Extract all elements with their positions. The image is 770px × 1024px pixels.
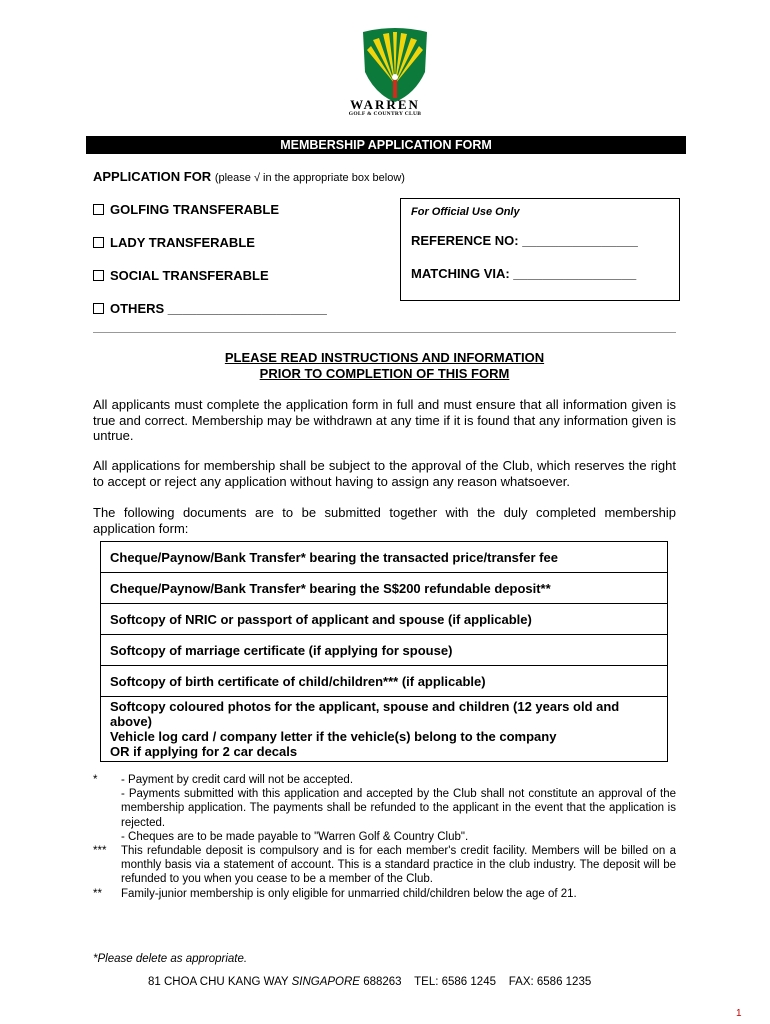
footnote-star2	[93, 887, 676, 901]
club-address	[148, 976, 591, 988]
documents-table	[100, 541, 668, 762]
checkbox-icon[interactable]	[93, 303, 104, 314]
official-use-title: For Official Use Only	[411, 206, 520, 218]
document-item: OR if applying for 2 car decals	[110, 744, 298, 759]
footnote-text: - Payments submitted with this application and accepted by the Club shall not constitute an approval of the membership application. The payments shall be refunded to the applicant in the event that the application is rejected.	[121, 788, 676, 829]
footnote-text: - Payment by credit card will not be accepted.	[121, 774, 354, 786]
option-others[interactable]	[93, 301, 327, 316]
logo-subtitle: GOLF & COUNTRY CLUB	[348, 111, 422, 117]
option-label: LADY TRANSFERABLE	[110, 235, 255, 250]
form-title: MEMBERSHIP APPLICATION FORM	[86, 136, 686, 154]
document-item: Cheque/Paynow/Bank Transfer* bearing the S$200 refundable deposit**	[101, 573, 668, 604]
table-row	[101, 697, 668, 762]
footnotes	[93, 773, 676, 901]
document-item: Softcopy coloured photos for the applicant, spouse and children (12 years old and above)	[110, 699, 620, 729]
option-label: OTHERS ______________________	[110, 301, 327, 316]
footnote-text: - Cheques are to be made payable to "Warren Golf & Country Club".	[121, 830, 469, 843]
table-row	[101, 666, 668, 697]
application-for-heading	[93, 169, 405, 184]
address-postal: 688263	[363, 976, 402, 988]
address-city: SINGAPORE	[291, 976, 360, 988]
option-lady[interactable]	[93, 235, 255, 250]
paragraph-approval: All applications for membership shall be subject to the approval of the Club, which reserves the right to accept or reject any application without having to assign any reason whatsoever.	[93, 458, 676, 489]
official-use-box	[400, 198, 680, 301]
option-label: GOLFING TRANSFERABLE	[110, 202, 279, 217]
paragraph-completion: All applicants must complete the application form in full and must ensure that all information given is true and correct. Membership may be withdrawn at any time if it is found that any information given is untrue.	[93, 397, 676, 443]
instructions-heading-line2: PRIOR TO COMPLETION OF THIS FORM	[259, 366, 510, 381]
application-for-label: APPLICATION FOR	[93, 169, 212, 184]
footnote-mark: **	[93, 887, 102, 900]
option-golfing[interactable]	[93, 202, 279, 217]
table-row	[101, 635, 668, 666]
application-for-note: (please √ in the appropriate box below)	[214, 172, 405, 184]
footnote-text: Family-junior membership is only eligible for unmarried child/children below the age of 21.	[121, 887, 577, 900]
logo-name: WARREN	[350, 97, 420, 112]
address-fax: FAX: 6586 1235	[508, 976, 592, 988]
footnote-star1	[93, 773, 676, 844]
delete-note: *Please delete as appropriate.	[93, 953, 248, 965]
footnote-text: This refundable deposit is compulsory and is for each member's credit facility. Members will be billed on a monthly basis via a statement of account. This is a standard practice in the club industry. The deposit will be refunded to you when you cease to be a member of the Club.	[121, 845, 676, 886]
checkbox-icon[interactable]	[93, 237, 104, 248]
footnote-star3	[93, 844, 676, 887]
footnote-mark: *	[93, 774, 98, 786]
option-social[interactable]	[93, 268, 269, 283]
table-row	[101, 604, 668, 635]
reference-number-field: REFERENCE NO: ________________	[411, 233, 638, 248]
paragraph-documents: The following documents are to be submitted together with the duly completed membership application form:	[93, 505, 676, 536]
table-row	[101, 573, 668, 604]
option-label: SOCIAL TRANSFERABLE	[110, 268, 269, 283]
document-item: Softcopy of NRIC or passport of applicant and spouse (if applicable)	[101, 604, 668, 635]
document-item: Cheque/Paynow/Bank Transfer* bearing the transacted price/transfer fee	[101, 542, 668, 573]
checkbox-icon[interactable]	[93, 270, 104, 281]
document-item: Softcopy of marriage certificate (if applying for spouse)	[101, 635, 668, 666]
address-tel: TEL: 6586 1245	[414, 976, 496, 988]
divider	[93, 332, 676, 333]
matching-via-field: MATCHING VIA: _________________	[411, 266, 637, 281]
instructions-heading-line1: PLEASE READ INSTRUCTIONS AND INFORMATION	[224, 350, 545, 365]
checkbox-icon[interactable]	[93, 204, 104, 215]
address-street: 81 CHOA CHU KANG WAY	[148, 976, 289, 988]
document-item: Softcopy of birth certificate of child/children*** (if applicable)	[101, 666, 668, 697]
footnote-mark: ***	[93, 845, 107, 858]
document-item-group	[101, 697, 668, 762]
table-row	[101, 542, 668, 573]
page-number: 1	[736, 1008, 742, 1019]
document-item: Vehicle log card / company letter if the vehicle(s) belong to the company	[110, 729, 557, 744]
